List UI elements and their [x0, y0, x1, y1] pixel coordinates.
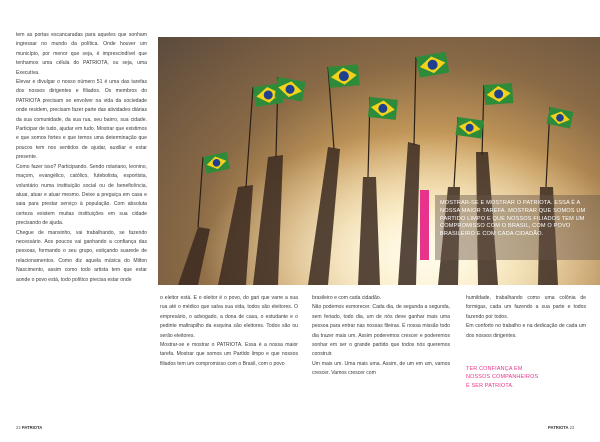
footer-brand: PATRIOTA — [548, 425, 569, 430]
paragraph: Mostrar-se e mostrar o PATRIOTA. Essa é a nossa maior tarefa. Mostrar que somos um Partido limpo e que nossos filiados tem um compromisso com o Brasil, com o povo — [160, 342, 298, 367]
accent-bar — [420, 190, 429, 260]
pull-quote: MOSTRAR-SE E MOSTRAR O PATRIOTA. ESSA É A NOSSA MAIOR TAREFA. MOSTRAR QUE SOMOS UM PARTIDO LIMPO E QUE NOSSOS FILIADOS TEM UM COMPROMISSO COM O BRASIL, COM O POVO BRASILEIRO E COM CADA CIDADÃO. — [440, 200, 586, 238]
text-column-4 — [466, 294, 586, 341]
footer-brand: PATRIOTA — [21, 425, 43, 430]
text-column-2 — [160, 294, 298, 369]
footer-right — [548, 425, 574, 430]
paragraph: brasileiro e com cada cidadão. — [312, 295, 382, 301]
paragraph: Como fazer isso? Participando. Sendo rotariano, leonino, maçom, evangélico, católico, futebolista, esportista, voluntário numa instituição social ou de beneficência, atuar, atuar e atuar mesmo. Deixe a preguiça em casa e saia para prestar serviço à população. Com absoluta certeza existem muitas instituições em sua cidade precisando de ajuda. — [16, 163, 147, 227]
paragraph: tem as portas escancaradas para aqueles que sonham ingressar no mundo da política. Onde houver um município, por menor que seja, é imprescindível que tenhamos uma célula do PATRIOTA, ou seja, uma Executiva. — [16, 32, 147, 76]
paragraph: Não podemos esmorecer. Cada dia, de segunda a segunda, sem feriado, todo dia, um de nós deve ganhar mais uma pessoa para entrar nas nossas fileiras. É nossa missão todo dia trazer mais um. Assim poderemos crescer e poderemos sonhar em ser o grande partido que todos nós queremos construir. — [312, 304, 450, 358]
page-number: 23 — [569, 425, 575, 430]
paragraph: Chegue de mansinho, vai trabalhando, se fazendo necessário. Aos poucos vai ganhando a confiança das pessoas, formando o seu grupo, estiçando suarede de relacionamentos. Como diz aquela música do Milton Nascimento, assim como todo artista tem que estar aonde o povo está, todo político precisa estar onde — [16, 229, 147, 283]
text-column-3 — [312, 294, 450, 379]
footer-left — [16, 425, 42, 430]
callout-line: NOSSOS COMPANHEIROS — [466, 374, 539, 381]
paragraph: Elevar e divulgar o nosso número 51 é uma das tarefas dos nossos dirigentes e filiados. Os membros do PATRIOTA precisam se envolver na vida da sociedade onde residem, precisam fazer parte das atividades diárias da sua comunidade, da sua rua, seu bairro, sua cidade. Participar de tudo, ajudar em tudo. Mostrar que existimos e que somos fortes e que temos uma determinação que poucos tem nos sentidos de ajudar, auxiliar e estar presente. — [16, 79, 147, 161]
callout-quote — [466, 365, 556, 390]
paragraph: Em conforto no trabalho e na dedicação de cada um dos nossos dirigentes. — [466, 323, 586, 339]
paragraph: o eleitor está. E o eleitor é o povo, do gari que varre a sua rua até o médico que salva sua vida, todos são eleitores. O empresário, o advogado, a dona de casa, o estudante e o pedinte maltrapilho da esquina são eleitores. Todos são ou serão eleitores. — [160, 295, 298, 339]
paragraph: humildade, trabalhando como uma colônia de formigas, cada um fazendo a sua parte e todos fazendo por todos. — [466, 295, 586, 320]
callout-line: É SER PATRIOTA. — [466, 382, 514, 389]
text-column-1 — [16, 31, 147, 285]
page-number: 22 — [16, 425, 21, 430]
callout-line: TER CONFIANÇA EM — [466, 366, 523, 372]
paragraph: Um mais um. Uma mais uma. Assim, de um em um, vamos crescer. Vamos crescer com — [312, 360, 450, 377]
